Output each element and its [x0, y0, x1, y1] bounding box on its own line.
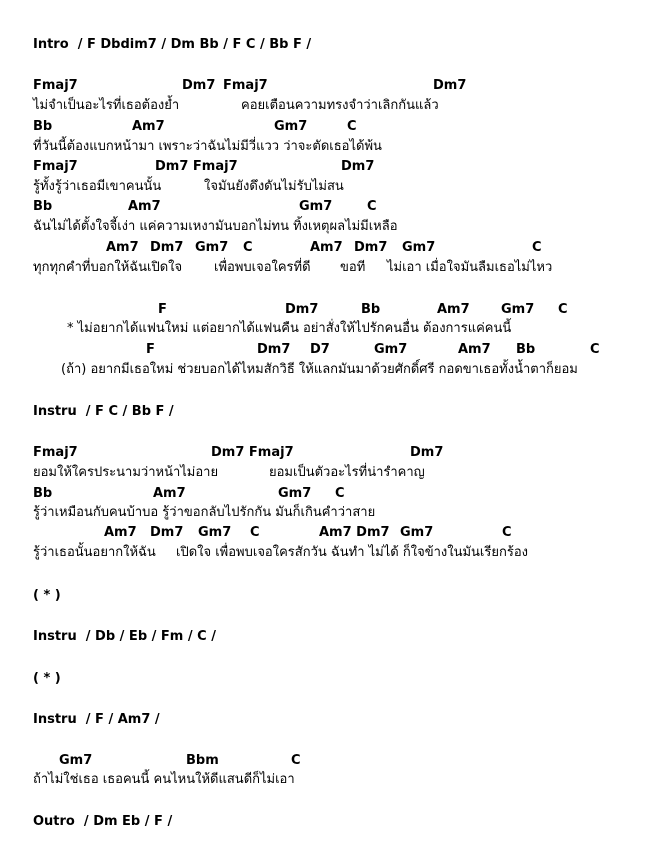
chord: Dm7	[150, 525, 184, 540]
chord: Gm7	[299, 199, 333, 214]
chord: Am7	[458, 342, 491, 357]
repeat-marker: ( * )	[33, 671, 61, 686]
chord: Dm7	[285, 302, 319, 317]
chord: Dm7	[182, 78, 216, 93]
chord: Dm7	[341, 159, 375, 174]
lyric: (ถ้า) อยากมีเธอใหม่ ช่วยบอกได้ไหมสักวิธี ให้แลกมันมาด้วยศักดิ์ศรี กอดขาเธอทั้งน้ำตาก็ยอม	[61, 362, 578, 377]
chord: F	[146, 342, 155, 357]
lyric: ยอมเป็นตัวอะไรที่น่ารำคาญ	[269, 465, 425, 480]
lyric: รู้ทั้งรู้ว่าเธอมีเขาคนนั้น	[33, 179, 162, 194]
chord: Gm7	[402, 240, 436, 255]
chord: C	[558, 302, 568, 317]
chord: Am7	[128, 199, 161, 214]
chord: Dm7	[257, 342, 291, 357]
lyric: ที่วันนี้ต้องแบกหน้ามา เพราะว่าฉันไม่มีวี่แวว ว่าจะตัดเธอได้พ้น	[33, 139, 382, 154]
lyric: ใจมันยังดึงดันไม่รับไม่สน	[204, 179, 344, 194]
chord: Am7	[132, 119, 165, 134]
chord: Bb	[33, 199, 53, 214]
chord: C	[243, 240, 253, 255]
instru-line: Instru / F C / Bb F /	[33, 404, 174, 419]
chord: Gm7	[198, 525, 232, 540]
lyric: * ไม่อยากได้แฟนใหม่ แต่อยากได้แฟนคืน อย่าสั่งให้ไปรักคนอื่น ต้องการแค่คนนี้	[67, 321, 512, 336]
chord: C	[347, 119, 357, 134]
chord: Gm7	[59, 753, 93, 768]
chord: Bb	[516, 342, 536, 357]
lyric: ยอมให้ใครประนามว่าหน้าไม่อาย	[33, 465, 219, 480]
lyric: ถ้าไม่ใช่เธอ เธอคนนี้ คนไหนให้ดีแสนดีก็ไม่เอา	[33, 772, 295, 787]
chord: Gm7	[501, 302, 535, 317]
chord: C	[367, 199, 377, 214]
lyric: ไม่เอา เมื่อใจมันลืมเธอไม่ไหว	[387, 260, 553, 275]
lyric: เพื่อพบเจอใครที่ดี	[214, 260, 311, 275]
instru-line: Instru / F / Am7 /	[33, 712, 160, 727]
chord: C	[335, 486, 345, 501]
chord: Dm7	[433, 78, 467, 93]
lyric: เปิดใจ เพื่อพบเจอใครสักวัน ฉันทำ ไม่ได้ ก็ใจข้างในมันเรียกร้อง	[176, 545, 528, 560]
instru-line: Instru / Db / Eb / Fm / C /	[33, 629, 216, 644]
chord: Am7	[104, 525, 137, 540]
chord: Am7	[153, 486, 186, 501]
chord: Gm7	[278, 486, 312, 501]
lyric: รู้ว่าเธอนั้นอยากให้ฉัน	[33, 545, 156, 560]
chord: Bb	[33, 486, 53, 501]
chord: Bb	[33, 119, 53, 134]
chord: Am7	[310, 240, 343, 255]
chord: Am7 Dm7	[319, 525, 390, 540]
chord: C	[502, 525, 512, 540]
lyric: ไม่จำเป็นอะไรที่เธอต้องย้ำ	[33, 98, 180, 113]
chord: Fmaj7	[33, 445, 78, 460]
chord: Am7	[106, 240, 139, 255]
lyric: ขอที	[340, 260, 366, 275]
chord: C	[532, 240, 542, 255]
chord: Dm7 Fmaj7	[155, 159, 238, 174]
chord: Fmaj7	[33, 78, 78, 93]
outro-line: Outro / Dm Eb / F /	[33, 814, 173, 829]
chord: Gm7	[274, 119, 308, 134]
lyric: ทุกทุกคำที่บอกให้ฉันเปิดใจ	[33, 260, 183, 275]
chord: Gm7	[374, 342, 408, 357]
chord: Dm7 Fmaj7	[211, 445, 294, 460]
lyric: คอยเตือนความทรงจำว่าเลิกกันแล้ว	[241, 98, 439, 113]
chord: Dm7	[354, 240, 388, 255]
chord: D7	[310, 342, 330, 357]
chord: Fmaj7	[33, 159, 78, 174]
repeat-marker: ( * )	[33, 588, 61, 603]
chord: Am7	[437, 302, 470, 317]
lyric: รู้ว่าเหมือนกับคนบ้าบอ รู้ว่าขอกลับไปรักกัน มันก็เกินคำว่าสาย	[33, 505, 376, 520]
chord: C	[590, 342, 600, 357]
lyric: ฉันไม่ได้ตั้งใจจี้เง่า แค่ความเหงามันบอกไม่ทน ทิ้งเหตุผลไม่มีเหลือ	[33, 219, 398, 234]
chord: C	[291, 753, 301, 768]
intro-line: Intro / F Dbdim7 / Dm Bb / F C / Bb F /	[33, 37, 312, 52]
chord: Bb	[361, 302, 381, 317]
chord: Bbm	[186, 753, 219, 768]
chord: F	[158, 302, 167, 317]
chord: Fmaj7	[223, 78, 268, 93]
chord: Gm7	[400, 525, 434, 540]
chord: Gm7	[195, 240, 229, 255]
chord: Dm7	[150, 240, 184, 255]
chord: Dm7	[410, 445, 444, 460]
chord: C	[250, 525, 260, 540]
